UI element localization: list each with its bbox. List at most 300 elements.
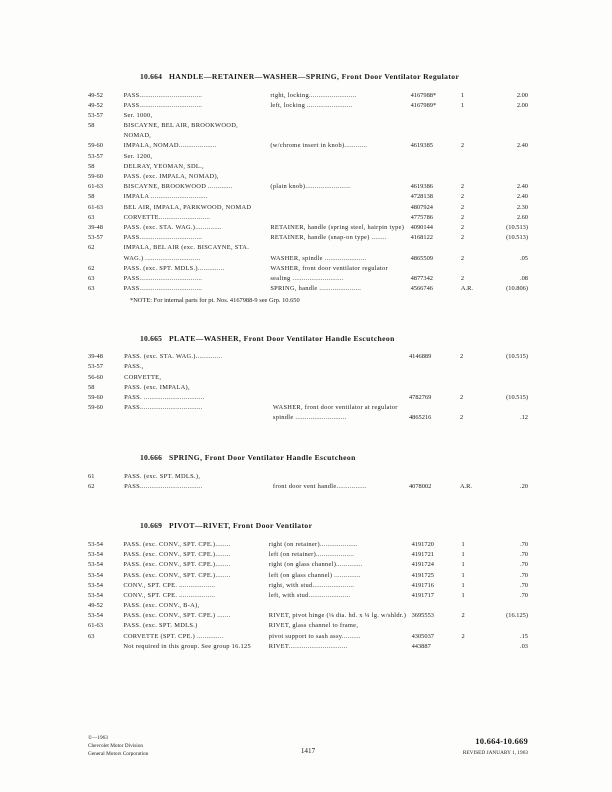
cell-model: 63	[88, 213, 95, 221]
cell-price: .08	[520, 274, 528, 282]
cell-quantity	[461, 131, 484, 141]
section-title-text: HANDLE—RETAINER—WASHER—SPRING, Front Door Ventilator Regulator	[169, 72, 460, 81]
table-row	[88, 131, 528, 141]
cell-description: PASS.................................	[123, 285, 203, 293]
cell-part-number	[411, 121, 461, 131]
cell-quantity: 2	[460, 223, 465, 231]
cell-model: 53-54	[88, 571, 103, 579]
cell-price	[484, 172, 528, 182]
cell-description2: WASHER, spindle ......................	[270, 254, 367, 262]
cell-description: CONV., SPT. CPE. ...................	[123, 581, 216, 589]
cell-description: IMPALA, BEL AIR (exc. BISCAYNE, STA.	[123, 244, 250, 252]
cell-model: 49-52	[88, 101, 103, 109]
table-row	[88, 273, 528, 283]
cell-part-number: 4168122	[410, 234, 433, 242]
group-range-label: 10.664-10.669	[475, 736, 528, 746]
cell-quantity: 1	[460, 91, 465, 99]
cell-part-number: 4090144	[410, 223, 433, 231]
cell-price	[483, 471, 528, 481]
cell-description: PASS. (exc. IMPALA, NOMAD),	[123, 173, 219, 181]
cell-description2: RIVET, glass channel to frame,	[268, 622, 359, 630]
cell-price: (10.513)	[506, 234, 528, 242]
table-row	[88, 382, 528, 392]
cell-quantity: 2	[460, 193, 465, 201]
cell-description2: left, with stud......................	[268, 591, 351, 599]
cell-model	[88, 253, 124, 263]
cell-quantity: 1	[461, 581, 465, 589]
cell-part-number: 4305037	[411, 632, 434, 640]
cell-part-number: 4167989*	[410, 101, 437, 109]
cell-quantity: 1	[461, 571, 465, 579]
parts-section-10669	[88, 521, 528, 651]
cell-model: 58	[88, 162, 95, 170]
cell-part-number	[409, 382, 460, 392]
cell-description2: right, locking.........................	[270, 91, 357, 99]
cell-part-number: 4865509	[410, 254, 433, 262]
cell-description	[124, 413, 273, 423]
cell-quantity	[461, 151, 484, 161]
cell-part-number	[411, 243, 461, 253]
cell-description2	[270, 172, 410, 182]
cell-model: 63	[88, 274, 95, 282]
cell-description: Not required in this group. See group 16.125	[123, 642, 251, 650]
table-row	[88, 243, 528, 253]
cell-description: BEL AIR, IMPALA, PARKWOOD, NOMAD	[123, 203, 252, 211]
cell-description: CORVETTE...........................	[123, 213, 211, 221]
table-row	[88, 222, 528, 232]
cell-description: PASS.,	[124, 363, 144, 371]
cell-model: 39-48	[88, 353, 103, 361]
cell-price: 2.30	[516, 203, 528, 211]
cell-description: BISCAYNE, BROOKWOOD .............	[123, 183, 233, 191]
section-heading-10664	[140, 72, 528, 81]
cell-model: 62	[88, 264, 95, 272]
cell-price	[484, 263, 528, 273]
parts-table-10669	[88, 539, 528, 651]
cell-model: 59-60	[88, 173, 103, 181]
cell-description2: WASHER, front door ventilator at regulator	[272, 404, 398, 412]
cell-quantity: 2	[460, 254, 465, 262]
cell-description2: pivot support to sash assy..........	[268, 632, 361, 640]
cell-model	[88, 413, 124, 423]
cell-model: 49-52	[88, 91, 103, 99]
cell-description2	[270, 202, 410, 212]
cell-price: 2.60	[516, 213, 528, 221]
table-row	[88, 141, 528, 151]
cell-price: .05	[520, 254, 528, 262]
table-row	[88, 284, 528, 294]
table-row	[88, 372, 528, 382]
cell-price: .03	[520, 642, 528, 650]
cell-part-number	[409, 372, 460, 382]
cell-price	[484, 621, 528, 631]
cell-part-number: 3695553	[411, 612, 434, 620]
cell-description2: left, locking ........................	[270, 101, 353, 109]
cell-quantity	[460, 471, 483, 481]
cell-quantity: 2	[460, 203, 465, 211]
cell-quantity	[461, 172, 484, 182]
cell-model: 56-60	[88, 373, 103, 381]
cell-description2: RIVET, pivot hinge (⅛ dia. hd. x ¼ lg. w/shldr.)	[268, 612, 407, 620]
section-heading-10665	[140, 334, 528, 343]
section-title-text: PIVOT—RIVET, Front Door Ventilator	[169, 521, 313, 531]
cell-quantity: 2	[459, 414, 464, 422]
cell-part-number	[412, 621, 462, 631]
cell-description: PASS. (exc. SPT. MDLS.),	[124, 472, 201, 480]
cell-description: CORVETTE (SPT. CPE.) ..............	[123, 632, 224, 640]
parts-section-10666	[88, 453, 528, 491]
cell-quantity: 2	[460, 274, 465, 282]
cell-price: .70	[520, 581, 528, 589]
cell-price: (10.515)	[506, 353, 528, 361]
copyright-company: General Motors Corporation	[88, 750, 149, 757]
cell-description: PASS. (exc. CONV., SPT. CPE.)........	[123, 561, 231, 569]
cell-description2: sealing ...........................	[270, 274, 344, 282]
table-row	[88, 590, 528, 600]
cell-description2	[270, 121, 410, 131]
cell-model: 39-48	[88, 223, 103, 231]
cell-price: .70	[520, 540, 528, 548]
cell-description: PASS. (exc. CONV., SPT. CPE.)........	[123, 551, 231, 559]
cell-part-number	[412, 601, 462, 611]
cell-quantity: 2	[459, 353, 464, 361]
cell-price: 2.00	[516, 91, 528, 99]
cell-quantity	[461, 621, 484, 631]
cell-model: 53-57	[88, 111, 103, 119]
cell-part-number: 4191725	[411, 571, 434, 579]
cell-quantity: 1	[461, 551, 465, 559]
cell-price	[484, 161, 528, 171]
cell-price: .20	[520, 482, 528, 490]
cell-description: PASS.................................	[123, 234, 203, 242]
cell-quantity: 2	[460, 183, 465, 191]
cell-description2	[270, 243, 410, 253]
table-row	[88, 263, 528, 273]
cell-model: 53-54	[88, 612, 103, 620]
cell-quantity: A.R.	[459, 482, 473, 490]
cell-price: .12	[520, 414, 528, 422]
cell-description2: RIVET...............................	[268, 642, 348, 650]
cell-price: (10.513)	[506, 223, 528, 231]
cell-description: NOMAD,	[123, 132, 152, 140]
cell-description: PASS.................................	[123, 274, 203, 282]
cell-description: PASS.................................	[123, 101, 203, 109]
section-number: 10.669	[140, 521, 163, 531]
cell-price	[483, 362, 528, 372]
copyright-year: ©—1963	[88, 735, 108, 741]
cell-part-number: 4191720	[411, 540, 434, 548]
cell-description: PASS.................................	[124, 482, 203, 490]
cell-description: CORVETTE,	[124, 373, 162, 381]
cell-model: 59-60	[88, 394, 103, 402]
copyright-division: Chevrolet Motor Division	[88, 742, 144, 749]
cell-description: PASS.................................	[123, 91, 203, 99]
cell-quantity: 1	[461, 540, 465, 548]
cell-description: WAG.) .............................	[123, 254, 201, 262]
cell-model: 53-54	[88, 551, 103, 559]
cell-part-number: 4191716	[411, 581, 434, 589]
cell-description: IMPALA, NOMAD....................	[123, 142, 217, 150]
cell-price	[484, 131, 528, 141]
cell-part-number: 4619385	[410, 142, 433, 150]
table-row	[88, 100, 528, 110]
cell-description: IMPALA ..............................	[123, 193, 208, 201]
cell-model: 61	[88, 472, 95, 480]
cell-part-number	[411, 110, 461, 120]
cell-description2	[270, 161, 410, 171]
cell-description2: RETAINER, handle (snap-on type) ........	[270, 234, 387, 242]
parts-table-10666	[88, 471, 528, 491]
page-number: 1417	[300, 747, 316, 755]
cell-quantity	[461, 243, 484, 253]
table-row	[88, 212, 528, 222]
table-row	[88, 110, 528, 120]
cell-description2: left (on glass channel) ..............	[268, 571, 361, 579]
table-row	[88, 161, 528, 171]
table-row	[88, 393, 528, 403]
cell-description: PASS. (exc. CONV., SPT. CPE.) .......	[123, 612, 231, 620]
cell-quantity	[460, 382, 483, 392]
cell-description: PASS. (exc. CONV., SPT. CPE.)........	[123, 540, 231, 548]
cell-part-number: 4619386	[410, 183, 433, 191]
table-row	[88, 611, 528, 621]
cell-model: 63	[88, 285, 95, 293]
cell-model: 53-54	[88, 581, 103, 589]
table-row	[88, 253, 528, 263]
cell-price	[484, 601, 528, 611]
cell-model: 53-54	[88, 561, 103, 569]
table-row	[88, 202, 528, 212]
cell-description2: (w/chrome insert in knob)............	[270, 142, 368, 150]
cell-quantity: 1	[460, 101, 465, 109]
cell-model: 59-60	[88, 404, 103, 412]
table-row	[88, 621, 528, 631]
cell-part-number	[409, 362, 460, 372]
cell-quantity: 2	[460, 234, 465, 242]
cell-quantity	[461, 161, 484, 171]
cell-part-number: 4566746	[410, 285, 433, 293]
cell-quantity	[460, 372, 483, 382]
cell-price	[483, 372, 528, 382]
cell-price: .70	[520, 571, 528, 579]
cell-model: 49-52	[88, 602, 103, 610]
cell-quantity: 2	[459, 394, 464, 402]
cell-model: 53-54	[88, 591, 103, 599]
cell-description2	[273, 382, 409, 392]
section-title-text: SPRING, Front Door Ventilator Handle Escutcheon	[169, 453, 356, 463]
table-row	[88, 631, 528, 641]
table-row	[88, 539, 528, 549]
cell-model: 53-54	[88, 540, 103, 548]
cell-description2: (plain knob)........................	[270, 183, 351, 191]
table-row	[88, 641, 528, 651]
cell-price: (10.515)	[506, 394, 528, 402]
cell-part-number: 4775786	[410, 213, 433, 221]
table-row	[88, 352, 528, 362]
cell-price: 2.40	[516, 142, 528, 150]
parts-section-10665	[88, 334, 528, 423]
cell-price	[483, 382, 528, 392]
section-number: 10.665	[140, 333, 163, 343]
table-row	[88, 121, 528, 131]
parts-section-10664	[88, 72, 528, 304]
section-number: 10.666	[140, 453, 163, 463]
cell-price: (10.806)	[506, 285, 528, 293]
table-row	[88, 192, 528, 202]
cell-part-number: 4865216	[408, 414, 432, 422]
cell-quantity: 1	[461, 561, 465, 569]
table-row	[88, 233, 528, 243]
cell-description2: right (on retainer)....................	[268, 540, 358, 548]
cell-description2	[273, 372, 409, 382]
cell-description2: right, with stud......................	[268, 581, 355, 589]
cell-part-number	[409, 471, 460, 481]
cell-part-number	[409, 403, 460, 413]
cell-description: Ser. 1000,	[123, 111, 153, 119]
cell-quantity	[461, 641, 484, 651]
cell-quantity	[461, 601, 484, 611]
table-row	[88, 403, 528, 413]
cell-part-number: 4807924	[410, 203, 433, 211]
cell-price	[484, 151, 528, 161]
parts-table-10665	[88, 352, 528, 423]
cell-price: 2.00	[516, 101, 528, 109]
table-row	[88, 481, 528, 491]
cell-description2	[269, 601, 412, 611]
cell-description2	[270, 131, 410, 141]
cell-description: BISCAYNE, BEL AIR, BROOKWOOD,	[123, 122, 239, 130]
table-row	[88, 362, 528, 372]
cell-description2	[270, 192, 410, 202]
cell-description2: RETAINER, handle (spring steel, hairpin type)	[270, 223, 405, 231]
cell-quantity: 2	[460, 213, 465, 221]
cell-quantity	[460, 403, 483, 413]
cell-part-number: 4191724	[411, 561, 434, 569]
table-row	[88, 413, 528, 423]
parts-table-10664	[88, 90, 528, 294]
cell-description: Ser. 1200,	[123, 152, 153, 160]
page-content	[88, 72, 528, 652]
cell-price	[484, 110, 528, 120]
cell-price: .70	[520, 561, 528, 569]
cell-price	[483, 403, 528, 413]
cell-model: 61-63	[88, 622, 103, 630]
cell-model: 63	[88, 632, 95, 640]
cell-price: (16.125)	[506, 612, 528, 620]
cell-description: PASS. (exc. CONV., B-A),	[123, 602, 200, 610]
cell-description2	[273, 352, 409, 362]
cell-description2: WASHER, front door ventilator regulator	[270, 264, 388, 272]
cell-part-number: 4167988*	[410, 91, 437, 99]
cell-model: 61-63	[88, 183, 103, 191]
cell-description: PASS. (exc. STA. WAG.)..............	[124, 353, 223, 361]
table-row	[88, 151, 528, 161]
cell-price: 2.40	[516, 183, 528, 191]
cell-price: 2.40	[516, 193, 528, 201]
cell-quantity	[461, 121, 484, 131]
cell-description: CONV., SPT. CPE. ...................	[123, 591, 216, 599]
cell-model: 62	[88, 244, 95, 252]
cell-description2	[270, 151, 410, 161]
revision-date: REVISED JANUARY 1, 1963	[462, 749, 528, 756]
footer-group-range	[463, 735, 528, 758]
section-heading-10669	[140, 521, 528, 530]
cell-quantity: 2	[460, 142, 465, 150]
cell-model: 61-63	[88, 203, 103, 211]
cell-quantity	[461, 110, 484, 120]
cell-description: PASS. ................................	[124, 394, 205, 402]
table-row	[88, 172, 528, 182]
table-row	[88, 560, 528, 570]
cell-price: .15	[520, 632, 528, 640]
cell-model: 58	[88, 383, 95, 391]
cell-model: 53-57	[88, 152, 103, 160]
table-row	[88, 182, 528, 192]
cell-part-number: 4782769	[408, 394, 432, 402]
section-title-text: PLATE—WASHER, Front Door Ventilator Handle Escutcheon	[169, 333, 395, 343]
cell-description2	[273, 471, 409, 481]
cell-part-number: 4877342	[410, 274, 433, 282]
section-note-10664: *NOTE: For internal parts for pt. Nos. 4167988-9 see Grp. 10.650	[130, 296, 300, 304]
section-number: 10.664	[140, 72, 163, 81]
table-row	[88, 601, 528, 611]
cell-model: 53-57	[88, 363, 103, 371]
cell-description: PASS. (exc. IMPALA),	[124, 383, 190, 391]
cell-model: 58	[88, 193, 95, 201]
cell-quantity: A.R.	[460, 285, 473, 293]
cell-model: 59-60	[88, 142, 103, 150]
table-row	[88, 580, 528, 590]
cell-description: PASS. (exc. SPT. MDLS.)..............	[123, 264, 225, 272]
cell-description: DELRAY, YEOMAN, SDL.,	[123, 162, 204, 170]
cell-description2: spindle ...........................	[272, 414, 347, 422]
cell-part-number: 4078002	[408, 482, 432, 490]
cell-part-number: 4191717	[411, 591, 434, 599]
cell-quantity	[460, 362, 483, 372]
cell-model	[88, 641, 123, 651]
cell-part-number	[411, 131, 461, 141]
cell-model: 53-57	[88, 234, 103, 242]
table-row	[88, 90, 528, 100]
cell-quantity	[461, 263, 484, 273]
cell-quantity: 2	[461, 632, 465, 640]
cell-description: PASS.................................	[124, 404, 203, 412]
cell-model: 62	[88, 482, 95, 490]
cell-part-number	[411, 172, 461, 182]
cell-description2	[270, 212, 410, 222]
section-heading-10666	[140, 453, 528, 462]
cell-part-number	[411, 263, 461, 273]
cell-part-number: 4191721	[411, 551, 434, 559]
cell-description2	[270, 110, 410, 120]
section-spacer	[88, 304, 528, 334]
cell-description: PASS. (exc. SPT. MDLS.)	[123, 622, 198, 630]
cell-quantity: 2	[461, 612, 465, 620]
cell-model: 58	[88, 122, 95, 130]
cell-model	[88, 131, 124, 141]
cell-part-number: 4146889	[408, 353, 432, 361]
cell-part-number: 4728138	[410, 193, 433, 201]
table-row	[88, 471, 528, 481]
cell-description2: left (on retainer)....................	[268, 551, 354, 559]
cell-description: PASS. (exc. STA. WAG.)..............	[123, 223, 222, 231]
cell-description: PASS. (exc. CONV., SPT. CPE.)........	[123, 571, 231, 579]
section-spacer	[88, 491, 528, 521]
cell-quantity: 1	[461, 591, 465, 599]
cell-description2: front door vent handle................	[272, 482, 367, 490]
table-row	[88, 550, 528, 560]
cell-part-number	[411, 151, 461, 161]
